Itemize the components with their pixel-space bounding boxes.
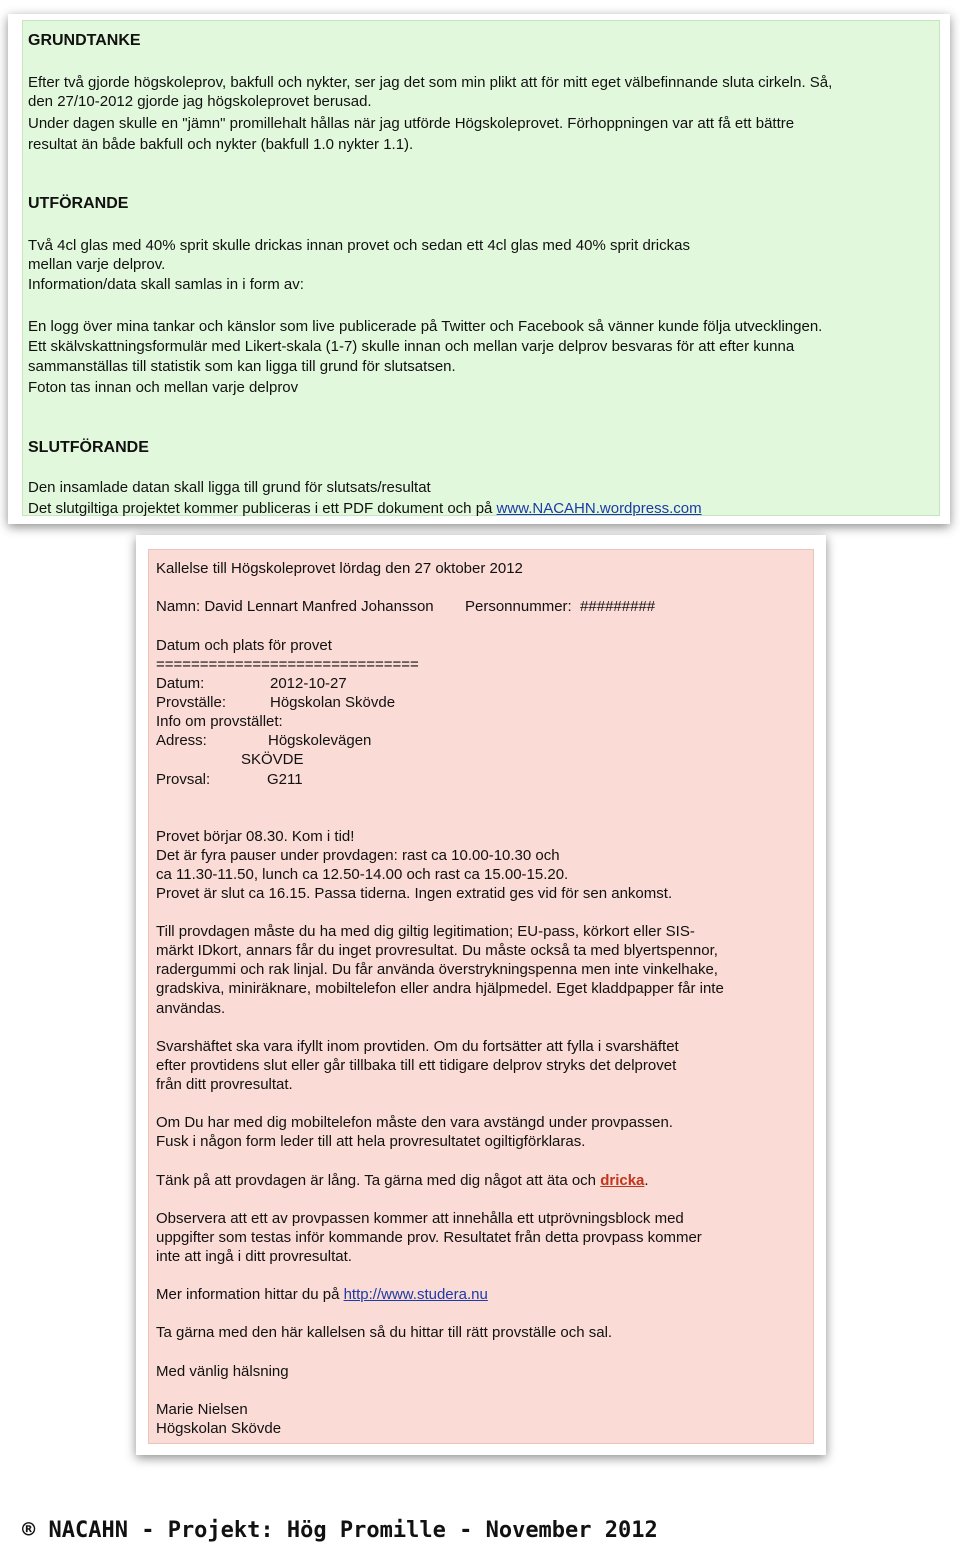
letter-line: Det är fyra pauser under provdagen: rast ca 10.00-10.30 och <box>156 847 560 864</box>
separator-line: ============================== <box>156 656 419 673</box>
letter-line-with-link <box>156 1285 488 1304</box>
wordpress-link[interactable]: www.NACAHN.wordpress.com <box>496 500 702 517</box>
signature-org: Högskolan Skövde <box>156 1420 282 1437</box>
letter-line: Svarshäftet ska vara ifyllt inom provtiden. Om du fortsätter att fylla i svarshäftet <box>156 1038 679 1055</box>
provsal-label: Provsal: <box>156 771 211 788</box>
date-place-heading: Datum och plats för provet <box>156 637 332 654</box>
paragraph-line: En logg över mina tankar och känslor som live publicerade på Twitter och Facebook så vänner kunde följa utvecklingen. <box>28 318 823 335</box>
letter-line: från ditt provresultat. <box>156 1076 293 1093</box>
letter-line-with-link <box>156 1171 649 1190</box>
heading-grundtanke: GRUNDTANKE <box>28 32 141 49</box>
letter-line: Ta gärna med den här kallelsen så du hittar till rätt provställe och sal. <box>156 1324 613 1341</box>
paragraph-line: Under dagen skulle en "jämn" promillehalt hållas när jag utförde Högskoleprovet. Förhoppningen var att få ett bättre <box>28 115 795 132</box>
personnummer-line: Personnummer: ######### <box>465 598 656 615</box>
paragraph-line: den 27/10-2012 gjorde jag högskoleprovet berusad. <box>28 93 372 110</box>
provstalle-label: Provställe: <box>156 694 227 711</box>
dricka-link[interactable]: dricka <box>600 1172 645 1189</box>
letter-line: Till provdagen måste du ha med dig giltig legitimation; EU-pass, körkort eller SIS- <box>156 923 695 940</box>
heading-slutforande: SLUTFÖRANDE <box>28 439 149 456</box>
adress-city: SKÖVDE <box>241 751 304 768</box>
paragraph-line: mellan varje delprov. <box>28 256 166 273</box>
provstalle-value: Högskolan Skövde <box>270 694 396 711</box>
paragraph-line: Två 4cl glas med 40% sprit skulle drickas innan provet och sedan ett 4cl glas med 40% sprit drickas <box>28 237 690 254</box>
datum-value: 2012-10-27 <box>270 675 347 692</box>
letter-line: Om Du har med dig mobiltelefon måste den vara avstängd under provpassen. <box>156 1114 673 1131</box>
letter-line: Observera att ett av provpassen kommer att innehålla ett utprövningsblock med <box>156 1210 684 1227</box>
paragraph-line: sammanställas till statistik som kan ligga till grund för slutsatsen. <box>28 358 456 375</box>
heading-utforande: UTFÖRANDE <box>28 195 129 212</box>
letter-line: efter provtidens slut eller går tillbaka till ett tidigare delprov stryks det delprovet <box>156 1057 677 1074</box>
letter-panel <box>148 549 814 1444</box>
project-card <box>8 14 950 524</box>
signature-name: Marie Nielsen <box>156 1401 248 1418</box>
letter-line: radergummi och rak linjal. Du får använda överstrykningspenna men inte vinkelhake, <box>156 961 718 978</box>
paragraph-line-with-link <box>28 499 702 518</box>
letter-line: inte att ingå i ditt provresultat. <box>156 1248 352 1265</box>
info-label: Info om provstället: <box>156 713 283 730</box>
letter-line: Fusk i någon form leder till att hela provresultatet ogiltigförklaras. <box>156 1133 586 1150</box>
letter-line: gradskiva, miniräknare, mobiltelefon eller andra hjälpmedel. Eget kladdpapper får inte <box>156 980 724 997</box>
letter-title: Kallelse till Högskoleprovet lördag den 27 oktober 2012 <box>156 560 523 577</box>
datum-label: Datum: <box>156 675 205 692</box>
paragraph-line: Den insamlade datan skall ligga till grund för slutsats/resultat <box>28 479 431 496</box>
project-panel <box>22 20 940 516</box>
paragraph-line: resultat än både bakfull och nykter (bakfull 1.0 nykter 1.1). <box>28 136 414 153</box>
studera-link[interactable]: http://www.studera.nu <box>343 1286 488 1303</box>
letter-line: Provet börjar 08.30. Kom i tid! <box>156 828 355 845</box>
adress-label: Adress: <box>156 732 207 749</box>
letter-line: ca 11.30-11.50, lunch ca 12.50-14.00 och rast ca 15.00-15.20. <box>156 866 569 883</box>
paragraph-line: Efter två gjorde högskoleprov, bakfull och nykter, ser jag det som min plikt att för mitt eget välbefinnande sluta cirkeln. Så, <box>28 74 833 91</box>
provsal-value: G211 <box>267 771 303 788</box>
paragraph-text: Det slutgiltiga projektet kommer publiceras i ett PDF dokument och på <box>28 500 497 517</box>
footer-text: ® NACAHN - Projekt: Hög Promille - November 2012 <box>22 1518 658 1543</box>
letter-line: uppgifter som testas inför kommande prov. Resultatet från detta provpass kommer <box>156 1229 702 1246</box>
letter-text: Mer information hittar du på <box>156 1286 344 1303</box>
paragraph-line: Ett skälvskattningsformulär med Likert-skala (1-7) skulle innan och mellan varje delprov besvaras för att efter kunna <box>28 338 795 355</box>
letter-line: märkt IDkort, annars får du inget provresultat. Du måste också ta med blyertspennor, <box>156 942 718 959</box>
name-line: Namn: David Lennart Manfred Johansson <box>156 598 434 615</box>
letter-line: Provet är slut ca 16.15. Passa tiderna. Ingen extratid ges vid för sen ankomst. <box>156 885 673 902</box>
adress-value: Högskolevägen <box>268 732 372 749</box>
paragraph-line: Information/data skall samlas in i form av: <box>28 276 304 293</box>
paragraph-line: Foton tas innan och mellan varje delprov <box>28 379 299 396</box>
letter-card <box>136 535 826 1455</box>
letter-line: användas. <box>156 1000 226 1017</box>
letter-text: Tänk på att provdagen är lång. Ta gärna med dig något att äta och <box>156 1172 601 1189</box>
letter-text: . <box>644 1172 649 1189</box>
letter-line: Med vänlig hälsning <box>156 1363 289 1380</box>
